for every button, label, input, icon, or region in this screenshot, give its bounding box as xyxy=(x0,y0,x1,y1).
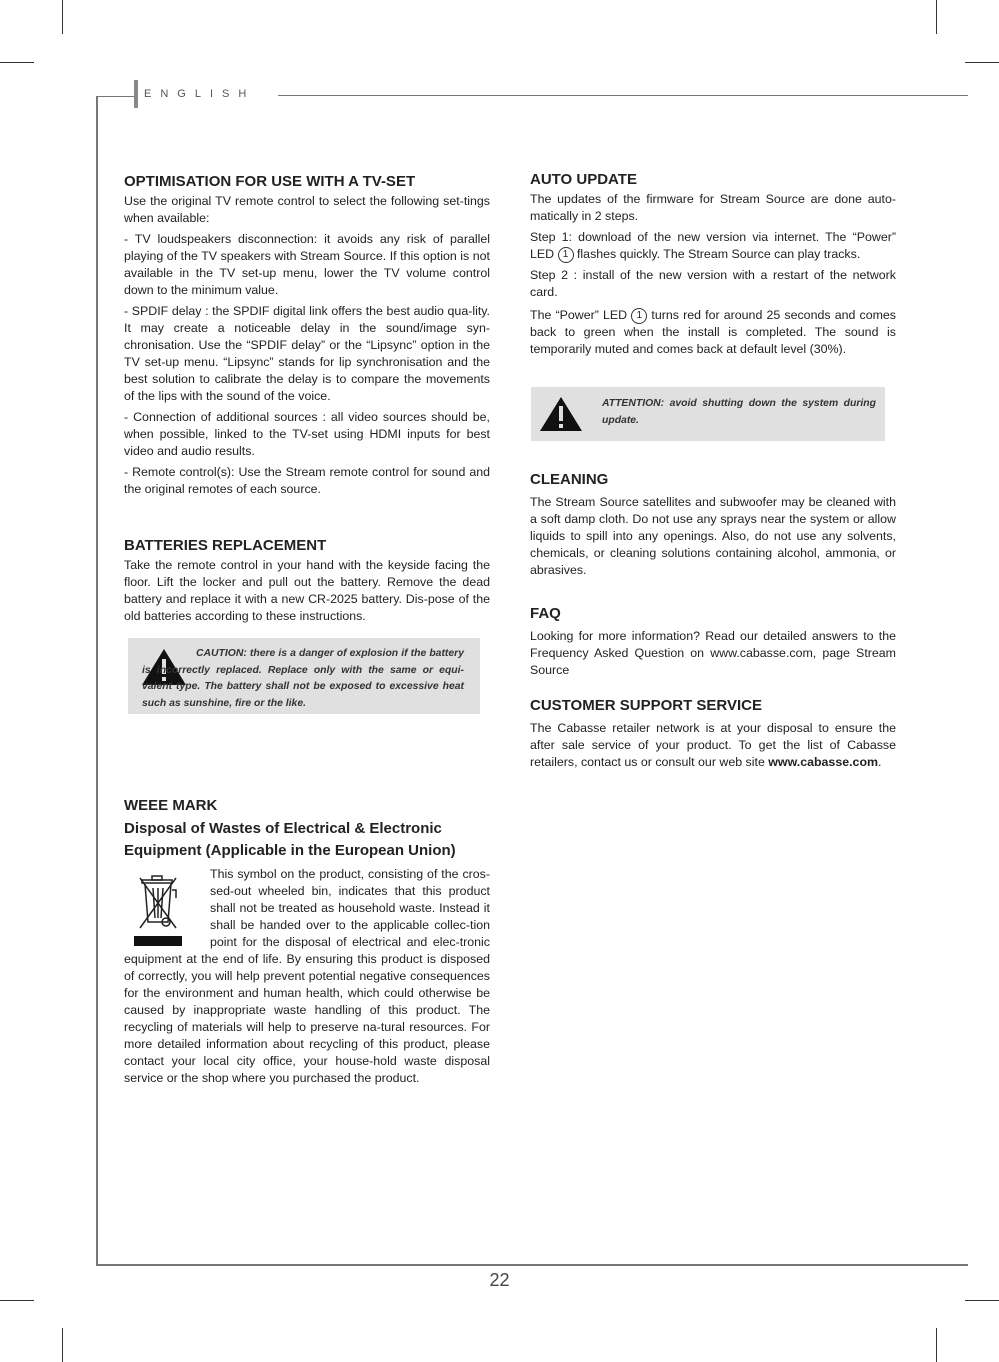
cleaning-title: CLEANING xyxy=(530,471,609,488)
support-body: The Cabasse retailer network is at your disposal to ensure the after sale service of your product. To get the list of Cabasse retailers, contact us or consult our web site xyxy=(530,721,896,769)
batteries-title: BATTERIES REPLACEMENT xyxy=(124,537,327,554)
faq-title: FAQ xyxy=(530,605,561,622)
faq-section xyxy=(530,604,896,683)
crop-mark xyxy=(0,62,34,63)
optimisation-remote: - Remote control(s): Use the Stream remote control for sound and the original remotes of each source. xyxy=(124,465,490,496)
auto-update-led xyxy=(530,307,896,358)
auto-update-section xyxy=(530,170,896,362)
support-title: CUSTOMER SUPPORT SERVICE xyxy=(530,697,762,714)
led-text-b: turns red for around 25 seconds and comes back to green when the install is completed. The sound is temporarily muted and comes back at default level (30%). xyxy=(530,308,897,356)
crop-mark xyxy=(62,1328,63,1362)
attention-label: ATTENTION: xyxy=(602,398,665,409)
optimisation-intro: Use the original TV remote control to select the following set-tings when available: xyxy=(124,194,490,225)
led-text-a: The “Power” LED xyxy=(530,308,632,322)
optimisation-title: OPTIMISATION FOR USE WITH A TV-SET xyxy=(124,173,416,190)
batteries-text: Take the remote control in your hand with the keyside facing the floor. Lift the locker and pull out the battery. Remove the dead battery and replace it with a new CR-2025 battery. Dis-pose of the old batteries according to these instructions. xyxy=(124,558,490,623)
auto-update-step1 xyxy=(530,229,896,263)
batteries-section xyxy=(124,536,490,629)
auto-update-intro: The updates of the firmware for Stream Source are done auto-matically in 2 steps. xyxy=(530,192,896,223)
weee-subtitle-2: Equipment (Applicable in the European Union) xyxy=(124,842,456,859)
caution-label: CAUTION: xyxy=(196,648,247,659)
auto-update-step2: Step 2 : install of the new version with a restart of the network card. xyxy=(530,268,896,299)
weee-text: This symbol on the product, consisting of the cros-sed-out wheeled bin, indicates that this product shall not be treated as household waste. Instead it shall be handed over to the applicable collec-tion point for the disposal of electrical and elec-tronic equipment at the end of life. By ensuring this product is disposed of correctly, you will help prevent potential negative consequences for the environment and human health, which could otherwise be caused by inappropriate waste handling of this product. The recycling of materials will help to preserve na-tural resources. For more detailed information about recycling of this product, please contact your local city office, your house-hold waste disposal service or the shop where you purchased the product. xyxy=(124,867,490,1085)
crop-mark xyxy=(62,0,63,34)
support-end: . xyxy=(878,755,882,769)
cleaning-text: The Stream Source satellites and subwoofer may be cleaned with a soft damp cloth. Do not use any sprays near the system or allow liquids to spill into any openings. Also, do not use any solvents, chemicals, or cleaning solutions containing alcohol, ammonia, or abrasives. xyxy=(530,495,896,577)
attention-text xyxy=(602,396,876,429)
crop-mark xyxy=(936,0,937,34)
optimisation-tv-speakers: - TV loudspeakers disconnection: it avoids any risk of parallel playing of the TV speakers with Stream Source. If this option is not available in the TV set-up menu, lower the TV volume control down to the minimum value. xyxy=(124,232,490,297)
crop-mark xyxy=(0,1300,34,1301)
optimisation-spdif: - SPDIF delay : the SPDIF digital link offers the best audio qua-lity. It may create a noticeable delay in the sound/image syn-chronisation. Use the “SPDIF delay” or the “Lipsync” option in the TV set-up menu. “Lipsync” stands for lip synchronisation and the best solution to calibrate the delay is to compare the movements of the lips with the sound of the voice. xyxy=(124,304,490,403)
power-led-indicator: 1 xyxy=(631,308,647,324)
caution-text xyxy=(142,646,464,712)
language-marker xyxy=(134,80,138,108)
optimisation-sources: - Connection of additional sources : all video sources should be, when possible, linked to the TV-set using HDMI inputs for best video and audio results. xyxy=(124,410,490,458)
crossed-bin-icon xyxy=(134,872,182,948)
crop-mark xyxy=(936,1328,937,1362)
caution-box xyxy=(128,638,480,714)
caution-body: there is a danger of explosion if the battery is incorrectly replaced. Replace only with the same or equi-valent type. The battery shall not be exposed to excessive heat such as sunshine, fire or the like. xyxy=(142,648,464,709)
frame-left-rule xyxy=(96,96,98,1266)
step1-text-a: Step 1: download of the new version via internet. The “Power” LED xyxy=(530,230,896,261)
weee-subtitle-1: Disposal of Wastes of Electrical & Electronic xyxy=(124,820,442,837)
crop-mark xyxy=(965,1300,999,1301)
crop-mark xyxy=(965,62,999,63)
support-text xyxy=(530,720,896,771)
language-label: ENGLISH xyxy=(144,88,256,100)
optimisation-section xyxy=(124,172,490,502)
cleaning-section xyxy=(530,470,896,583)
attention-box xyxy=(531,387,885,441)
power-led-indicator: 1 xyxy=(558,247,574,263)
website-link[interactable]: www.cabasse.com xyxy=(768,755,879,769)
frame-bottom-rule xyxy=(96,1264,968,1266)
auto-update-title: AUTO UPDATE xyxy=(530,171,637,188)
support-section xyxy=(530,696,896,775)
weee-title: WEEE MARK xyxy=(124,797,218,814)
page-number: 22 xyxy=(489,1270,510,1290)
step1-text-b: flashes quickly. The Stream Source can play tracks. xyxy=(573,247,861,261)
attention-body: avoid shutting down the system during update. xyxy=(602,398,876,426)
frame-top-rule xyxy=(96,96,134,97)
frame-top-rule xyxy=(278,95,968,96)
warning-icon xyxy=(538,395,584,433)
faq-text: Looking for more information? Read our detailed answers to the Frequency Asked Question on www.cabasse.com, page Stream Source xyxy=(530,629,896,677)
